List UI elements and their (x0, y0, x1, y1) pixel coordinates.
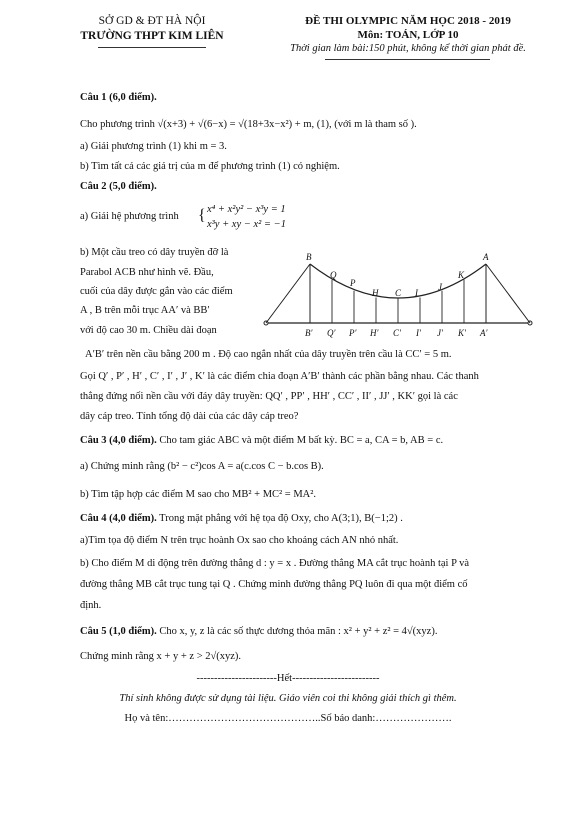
school-name: TRƯỜNG THPT KIM LIÊN (80, 30, 224, 42)
label-B-prime: B′ (305, 328, 313, 338)
q2-b-line6: A′B′ trên nền cầu bằng 200 m . Độ cao ngắn nhất của dây truyền trên cầu là CC′ = 5 m. (85, 349, 452, 360)
q4-title: Câu 4 (4,0 điểm). (80, 513, 157, 524)
q4-b-line2: đường thẳng MB cắt trục tung tại Q . Chứng minh đường thẳng PQ luôn đi qua một điểm cố (80, 579, 468, 590)
q2-b-line2: Parabol ACB như hình vẽ. Đầu, (80, 267, 214, 278)
left-stay (266, 264, 310, 323)
exam-note: Thí sinh không được sử dụng tài liệu. Giáo viên coi thi không giải thích gì thêm. (119, 693, 457, 704)
label-P-prime: P′ (349, 328, 357, 338)
label-P: P (350, 278, 356, 288)
end-separator: -----------------------Hết------------------------- (196, 673, 380, 684)
label-K-prime: K′ (458, 328, 466, 338)
q2-eq2: x³y + xy − x² = −1 (207, 219, 286, 230)
label-J-prime: J′ (437, 328, 443, 338)
label-C: C (395, 288, 402, 298)
q2-b-line8: thẳng đứng nối nền cầu với đáy dây truyền: QQ′ , PP′ , HH′ , CC′ , II′ , JJ′ , KK′ gọi là các (80, 391, 458, 402)
q2-title: Câu 2 (5,0 điểm). (80, 181, 157, 192)
time-note: Thời gian làm bài:150 phút, không kể thời gian phát đề. (290, 43, 526, 54)
header-left (52, 14, 252, 44)
q5-header (80, 625, 437, 638)
q2-b-line1: b) Một cầu treo có dây truyền đỡ là (80, 247, 229, 258)
q3-title: Câu 3 (4,0 điểm). (80, 435, 157, 446)
label-Q-prime: Q′ (327, 328, 336, 338)
q2-b-line4: A , B trên mỗi trục AA′ và BB′ (80, 305, 210, 316)
label-C-prime: C′ (393, 328, 401, 338)
q2-b-line9: dây cáp treo. Tính tổng độ dài của các dây cáp treo? (80, 411, 299, 422)
label-Q: Q (330, 270, 337, 280)
q2-b-line5: với độ cao 30 m. Chiều dài đoạn (80, 325, 217, 336)
label-J: J (438, 282, 442, 292)
q1-stem: Cho phương trình √(x+3) + √(6−x) = √(18+3x−x²) + m, (1), (với m là tham số ). (80, 119, 417, 130)
label-I: I (415, 288, 418, 298)
label-A: A (483, 252, 489, 262)
subject-line: Môn: TOÁN, LỚP 10 (357, 29, 459, 41)
q3-part-b: b) Tìm tập hợp các điểm M sao cho MB² + MC² = MA². (80, 489, 317, 500)
header-left-rule (98, 47, 206, 48)
q2-b-line7: Gọi Q′ , P′ , H′ , C′ , I′ , J′ , K′ là các điểm chia đoạn A′B′ thành các phần bằng nhau. Các thanh (80, 371, 479, 382)
q4-b-line3: định. (80, 600, 102, 611)
right-stay (486, 264, 530, 323)
q4-stem: Trong mặt phẳng với hệ tọa độ Oxy, cho A(3;1), B(−1;2) . (156, 513, 403, 524)
q3-part-a: a) Chứng minh rằng (b² − c²)cos A = a(c.cos C − b.cos B). (80, 461, 324, 472)
label-H-prime: H′ (370, 328, 379, 338)
label-H: H (372, 288, 379, 298)
bridge-diagram (258, 248, 538, 340)
q1-part-a: a) Giải phương trình (1) khi m = 3. (80, 141, 227, 152)
q5-title: Câu 5 (1,0 điểm). (80, 626, 157, 637)
header-right (258, 14, 558, 56)
q1-title: Câu 1 (6,0 điểm). (80, 92, 157, 103)
q4-part-a: a)Tìm tọa độ điểm N trên trục hoành Ox sao cho khoảng cách AN nhỏ nhất. (80, 535, 399, 546)
label-K: K (458, 270, 465, 280)
q2-eq1: x⁴ + x²y² − x³y = 1 (207, 204, 286, 215)
q2-b-line3: cuối của dây được gắn vào các điểm (80, 286, 233, 297)
q3-stem: Cho tam giác ABC và một điểm M bất kỳ. BC = a, CA = b, AB = c. (156, 435, 444, 446)
q1-part-b: b) Tìm tất cả các giá trị của m để phương trình (1) có nghiệm. (80, 161, 340, 172)
label-I-prime: I′ (416, 328, 421, 338)
q2-part-a-label: a) Giải hệ phương trình (80, 211, 179, 222)
q5-stem: Cho x, y, z là các số thực dương thỏa mãn : x² + y² + z² = 4√(xyz). (156, 626, 438, 637)
q3-header (80, 434, 443, 447)
candidate-info-line: Họ và tên:……………………………………..Số báo danh:…………………. (124, 713, 452, 724)
q4-b-line1: b) Cho điểm M di động trên đường thẳng d : y = x . Đường thẳng MA cắt trục hoành tại P và (80, 558, 470, 569)
system-brace: { (198, 207, 206, 224)
q4-header (80, 512, 403, 525)
q5-line2: Chứng minh rằng x + y + z > 2√(xyz). (80, 651, 242, 662)
header-right-rule (325, 59, 490, 60)
label-B: B (306, 252, 312, 262)
exam-title: ĐỀ THI OLYMPIC NĂM HỌC 2018 - 2019 (305, 15, 511, 27)
department-name: SỞ GD & ĐT HÀ NỘI (98, 15, 206, 27)
label-A-prime: A′ (480, 328, 488, 338)
